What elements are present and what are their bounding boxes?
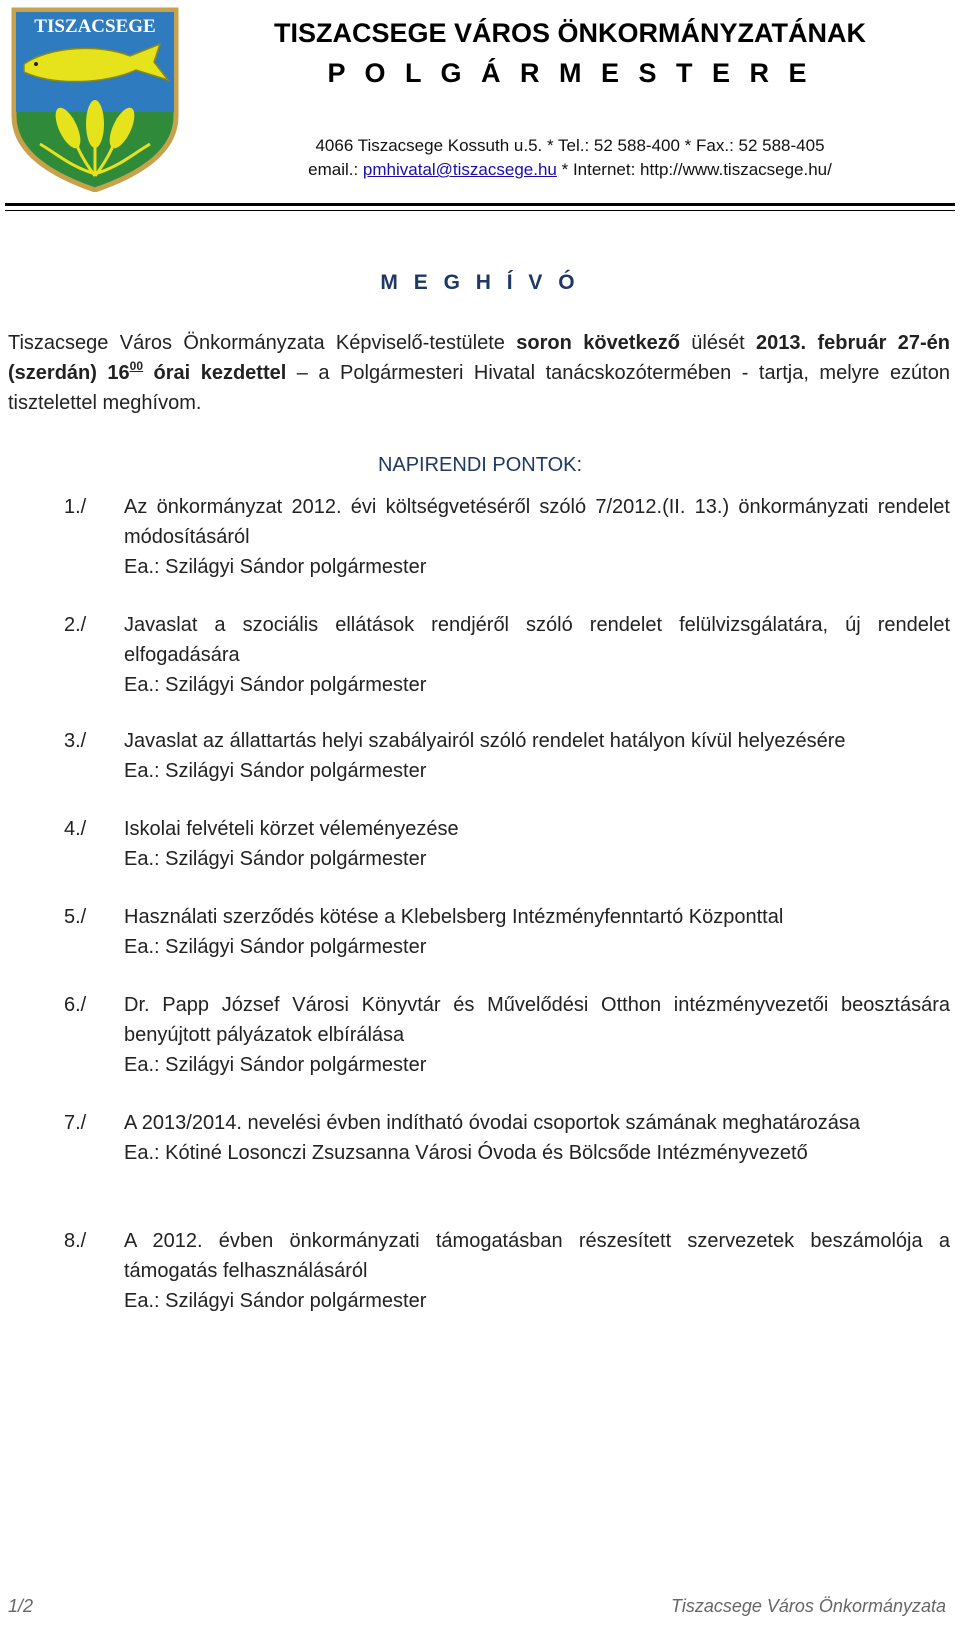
agenda-item-number: 6./ (64, 994, 87, 1016)
agenda-item-presenter: Ea.: Szilágyi Sándor polgármester (124, 556, 427, 578)
document-title: M E G H Í V Ó (380, 271, 580, 294)
agenda-item-text: A 2013/2014. nevelési évben indítható óvodai csoportok számának meghatározása (124, 1112, 861, 1134)
header-divider (5, 203, 955, 206)
email-link[interactable]: pmhivatal@tiszacsege.hu (362, 160, 557, 179)
header-address: 4066 Tiszacsege Kossuth u.5. * Tel.: 52 588-400 * Fax.: 52 588-405 (315, 136, 825, 155)
header-divider-thin (5, 210, 955, 211)
footer-organization: Tiszacsege Város Önkormányzata (671, 1596, 946, 1616)
agenda-item (64, 610, 950, 700)
header-contact (190, 160, 950, 180)
agenda-item-presenter: Ea.: Szilágyi Sándor polgármester (124, 760, 427, 782)
agenda-item-text: Javaslat az állattartás helyi szabályairól szóló rendelet hatályon kívül helyezésére (124, 730, 846, 752)
intro-text: ülését (679, 332, 757, 354)
invitation-paragraph (8, 328, 950, 418)
agenda-item (64, 902, 950, 962)
header-title: TISZACSEGE VÁROS ÖNKORMÁNYZATÁNAK (273, 18, 866, 48)
agenda-item-number: 1./ (64, 496, 87, 518)
agenda-item (64, 492, 950, 582)
email-prefix: email.: (308, 160, 363, 179)
agenda-item-text: Dr. Papp József Városi Könyvtár és Művelődési Otthon intézményvezetői beosztására benyújtott pályázatok elbírálása (124, 994, 950, 1046)
agenda-item-number: 3./ (64, 730, 87, 752)
agenda-heading: NAPIRENDI PONTOK: (377, 454, 583, 476)
agenda-item-presenter: Ea.: Szilágyi Sándor polgármester (124, 848, 427, 870)
intro-bold: soron következő (516, 332, 680, 354)
agenda-item-number: 8./ (64, 1230, 87, 1252)
agenda-item-number: 2./ (64, 614, 87, 636)
page-number: 1/2 (8, 1596, 34, 1616)
crest-label: TISZACSEGE (34, 16, 156, 37)
intro-text: – a Polgármesteri Hivatal tanácskozótermében - tartja, melyre ezúton tisztelettel meghívom. (8, 362, 950, 414)
agenda-item-text: Iskolai felvételi körzet véleményezése (124, 818, 459, 840)
meeting-time-minutes: 00 (129, 359, 144, 373)
meeting-time-label: órai kezdettel (143, 362, 287, 384)
agenda-item-text: Javaslat a szociális ellátások rendjéről szóló rendelet felülvizsgálatára, új rendelet elfogadására (124, 614, 950, 666)
agenda-item-number: 4./ (64, 818, 87, 840)
city-coat-of-arms-logo (10, 6, 180, 192)
internet-text: * Internet: http://www.tiszacsege.hu/ (556, 160, 832, 179)
agenda-item-presenter: Ea.: Szilágyi Sándor polgármester (124, 936, 427, 958)
agenda-item (64, 1226, 950, 1316)
agenda-item-text: Az önkormányzat 2012. évi költségvetéséről szóló 7/2012.(II. 13.) önkormányzati rendelet módosításáról (124, 496, 950, 548)
intro-text: Tiszacsege Város Önkormányzata Képviselő-testülete (8, 332, 517, 354)
agenda-item-presenter: Ea.: Kótiné Losonczi Zsuzsanna Városi Óvoda és Bölcsőde Intézményvezető (124, 1142, 808, 1164)
agenda-item-text: A 2012. évben önkormányzati támogatásban részesített szervezetek beszámolója a támogatás felhasználásáról (124, 1230, 950, 1282)
agenda-item-text: Használati szerződés kötése a Klebelsberg Intézményfenntartó Központtal (124, 906, 784, 928)
agenda-item-presenter: Ea.: Szilágyi Sándor polgármester (124, 1290, 427, 1312)
agenda-item-presenter: Ea.: Szilágyi Sándor polgármester (124, 1054, 427, 1076)
header-subtitle: P O L G Á R M E S T E R E (327, 58, 813, 88)
agenda-item (64, 1108, 950, 1168)
agenda-item (64, 726, 950, 786)
agenda-item-number: 7./ (64, 1112, 87, 1134)
agenda-item (64, 990, 950, 1080)
agenda-item-presenter: Ea.: Szilágyi Sándor polgármester (124, 674, 427, 696)
agenda-item (64, 814, 950, 874)
agenda-item-number: 5./ (64, 906, 87, 928)
meeting-date: 2013. február 27-én (szerdán) 16 (8, 332, 950, 384)
